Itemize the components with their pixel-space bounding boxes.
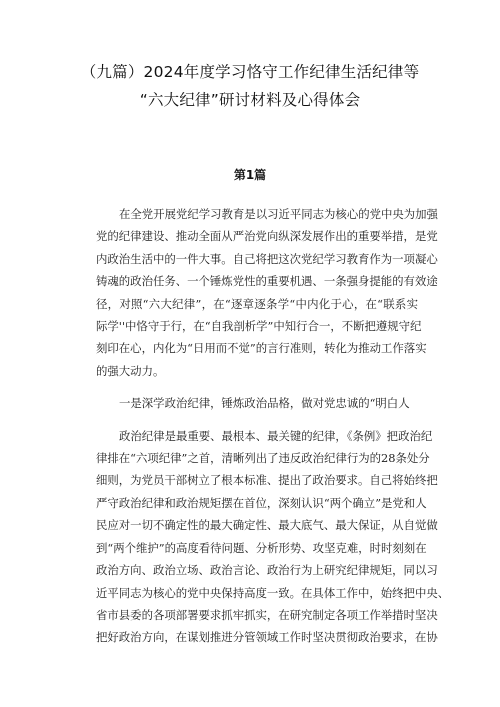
section-label: 第1篇 <box>233 168 267 182</box>
document-title <box>64 58 436 114</box>
paragraph-line: 民应对一切不确定性的最大确定性、最大底气、最大保证，从自觉做 <box>96 518 438 533</box>
paragraph-line: 细则，为党员干部树立了根本标准、提出了政治要求。自己将始终把 <box>96 473 438 488</box>
paragraph-line: 严守政治纪律和政治规矩摆在首位，深刻认识“两个确立”是党和人 <box>96 495 427 510</box>
paragraph-line: 省市县委的各项部署要求抓牢抓实，在研究制定各项工作举措时坚决 <box>96 607 438 622</box>
paragraph-line: 铸魂的政治任务、一个锤炼党性的重要机遇、一条强身提能的有效途 <box>96 274 438 289</box>
title-line-2: “六大纪律”研讨材料及心得体会 <box>139 91 361 109</box>
paragraph-line: 律排在“六项纪律”之首，清晰列出了违反政治纪律行为的28条处分 <box>96 451 430 466</box>
paragraph-1 <box>96 203 438 382</box>
section-heading: 一是深学政治纪律，锤炼政治品格，做对党忠诚的“明白人 <box>119 396 410 411</box>
paragraph-line: 政治纪律是最重要、最根本、最关键的纪律，《条例》把政治纪 <box>119 428 433 443</box>
paragraph-line: 际学''中恪守于行，在“自我剖析学”中知行合一，不断把遵规守纪 <box>96 319 422 334</box>
paragraph-line: 在全党开展党纪学习教育是以习近平同志为核心的党中央为加强 <box>119 207 438 221</box>
paragraph-line: 刻印在心，内化为“日用而不觉”的言行准则，转化为推动工作落实 <box>96 341 427 356</box>
paragraph-line: 内政治生活中的一件大事。自己将把这次党纪学习教育作为一项凝心 <box>96 251 438 266</box>
paragraph-line: 把好政治方向，在谋划推进分管领域工作时坚决贯彻政治要求，在协 <box>96 630 438 645</box>
title-line-1: （九篇）2024年度学习恪守工作纪律生活纪律等 <box>80 63 420 81</box>
paragraph-2 <box>96 425 450 649</box>
paragraph-line: 近平同志为核心的党中央保持高度一致。在具体工作中，始终把中央、 <box>96 585 450 600</box>
paragraph-line: 到“两个维护”的高度看待问题、分析形势、攻坚克难，时时刻刻在 <box>96 540 427 555</box>
paragraph-line: 的强大动力。 <box>96 363 165 378</box>
paragraph-line: 径，对照“六大纪律”，在“逐章逐条学“中内化于心，在“联系实 <box>96 296 418 311</box>
paragraph-line: 政治方向、政治立场、政治言论、政治行为上研究纪律规矩，同以习 <box>96 563 438 578</box>
paragraph-line: 党的纪律建设、推动全面从严治党向纵深发展作出的重要举措，是党 <box>96 229 438 244</box>
